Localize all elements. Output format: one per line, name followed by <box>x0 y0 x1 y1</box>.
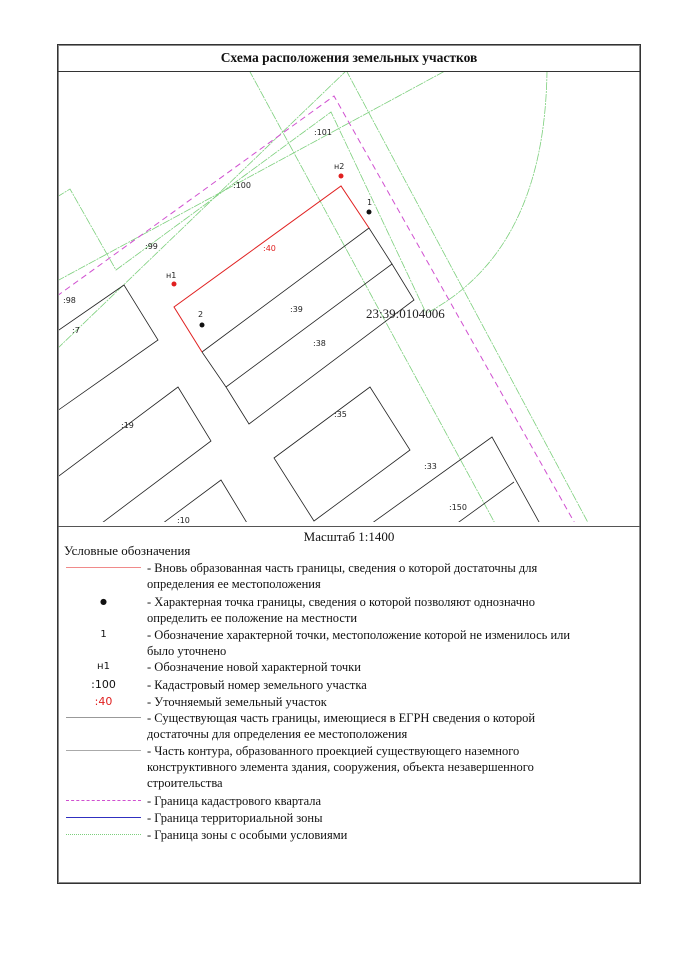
parcel-label: :33 <box>424 462 437 471</box>
red-line-symbol <box>66 567 141 568</box>
parcel-label: :100 <box>233 181 251 190</box>
quarter-number: 23:39:0104006 <box>366 306 445 321</box>
target-parcel-label: :40 <box>263 244 276 253</box>
blue-line-symbol <box>66 817 141 818</box>
parcel-label: :7 <box>72 326 80 335</box>
parcel-label: :35 <box>334 410 347 419</box>
point-label: 2 <box>198 310 204 319</box>
point-label: н2 <box>334 162 345 171</box>
parcel-label: :150 <box>449 503 467 512</box>
parcel-label: :99 <box>145 242 158 251</box>
parcel-label: :10 <box>177 516 190 525</box>
parcel-label: :98 <box>63 296 76 305</box>
page-title: Схема расположения земельных участков <box>58 45 640 72</box>
point-label: н1 <box>166 271 177 280</box>
document-frame: Схема расположения земельных участков Масштаб 1:1400 Условные обозначения - Вновь образованная часть границы, сведения о которой достаточны для определения ее местоположения ● - Характерная точка границы, сведения о которой позволяют однозначно определить ее положение на местности 1 - Обозначение характерной точки, местоположение которой не изменилось или было уточнено н1 - Обозначение новой характерной точки :100 - Кадастровый номер земельного участка :40 - Уточняемый земельный участок - Существующая часть границы, имеющиеся в ЕГРН сведения о которой достаточны для определения ее местоположения - Часть контура, образованного проекцией существующего наземного конструктивного элемента здания, сооружения, объекта незавершенного строительства - Граница кадастрового квартала - Граница территориальной зоны - Граница зоны с особыми условиями <box>57 44 641 884</box>
legend-title: Условные обозначения <box>64 543 191 558</box>
gray-line-symbol <box>66 750 141 751</box>
parcel-label: :38 <box>313 339 326 348</box>
point-symbol: ● <box>100 597 107 606</box>
gray-line-symbol <box>66 717 141 718</box>
scale-label: Масштаб 1:1400 <box>58 526 640 545</box>
green-line-symbol <box>66 834 141 835</box>
parcel-label: :19 <box>121 421 134 430</box>
point-label: 1 <box>367 198 373 207</box>
parcel-label: :39 <box>290 305 303 314</box>
magenta-dashed-symbol <box>66 800 141 801</box>
parcel-label: :101 <box>314 128 332 137</box>
